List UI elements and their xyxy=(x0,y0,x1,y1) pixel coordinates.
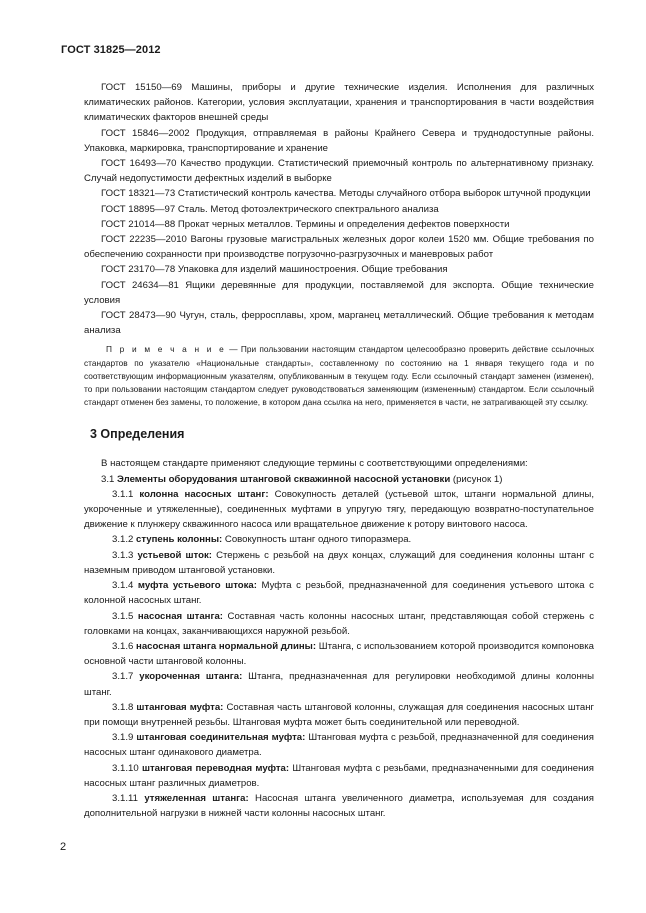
definition-term: укороченная штанга: xyxy=(139,671,243,683)
reference-item: ГОСТ 18895—97 Сталь. Метод фотоэлектрического спектрального анализа xyxy=(101,203,439,215)
definition-term: штанговая муфта: xyxy=(136,701,224,713)
definition-item xyxy=(84,669,594,699)
definition-term: устьевой шток: xyxy=(137,549,212,561)
definition-term: насосная штанга: xyxy=(137,610,223,622)
reference-item: ГОСТ 24634—81 Ящики деревянные для продукции, поставляемой для экспорта. Общие технические условия xyxy=(84,279,594,306)
definition-text: Штанговая муфта с резьбой, предназначенной для соединения насосных штанг одинакового диаметра. xyxy=(84,732,594,759)
definition-text: Составная часть штанговой колонны, служащая для соединения насосных штанг при помощи внутренней резьбы. Штанговая муфта может быть соединительной или переводной. xyxy=(84,701,594,728)
reference-item: ГОСТ 22235—2010 Вагоны грузовые магистральных железных дорог колеи 1520 мм. Общие требования по обеспечению сохранности при производстве погрузочно-разгрузочных и маневровых работ xyxy=(84,234,594,261)
definition-item xyxy=(84,730,594,760)
heading-term: Элементы оборудования штанговой скважинной насосной установки xyxy=(117,473,451,485)
reference-item: ГОСТ 15150—69 Машины, приборы и другие технические изделия. Исполнения для различных климатических районов. Категории, условия эксплуатации, хранения и транспортирования в части воздействия климатических факторов внешней среды xyxy=(84,82,594,124)
definition-number: 3.1.9 xyxy=(112,732,137,744)
definition-item xyxy=(84,791,594,821)
definition-item xyxy=(84,609,594,639)
definition-number: 3.1.8 xyxy=(112,701,137,713)
definition-term: ступень колонны: xyxy=(136,534,223,546)
definition-number: 3.1.5 xyxy=(112,610,138,622)
definition-term: насосная штанга нормальной длины: xyxy=(136,640,317,652)
definition-item xyxy=(84,700,594,730)
note-label: П р и м е ч а н и е xyxy=(106,344,226,355)
reference-item: ГОСТ 21014—88 Прокат черных металлов. Термины и определения дефектов поверхности xyxy=(101,218,510,230)
note-text: — При пользовании настоящим стандартом целесообразно проверить действие ссылочных стандартов по указателю «Национальные стандарты», составленному по состоянию на 1 января текущего года и по соответствующим информационным указателям, опубликованным в текущем году. Если ссылочный стандарт заменен (изменен), то при пользовании настоящим стандартом следует руководствоваться заменяющим (измененным) стандартом. Если ссылочный стандарт отменен без замены, то положение, в котором дана ссылка на него, применяется в части, не затрагивающей эту ссылку. xyxy=(84,344,594,408)
definition-text: Насосная штанга увеличенного диаметра, используемая для создания дополнительной нагрузки в нижней части колонны насосных штанг. xyxy=(84,792,594,820)
reference-item: ГОСТ 23170—78 Упаковка для изделий машиностроения. Общие требования xyxy=(101,264,448,276)
note-block xyxy=(84,343,594,409)
reference-item: ГОСТ 15846—2002 Продукция, отправляемая в районы Крайнего Севера и труднодоступные районы. Упаковка, маркировка, транспортирование и хранение xyxy=(84,127,594,154)
definition-term: утяжеленная штанга: xyxy=(144,792,249,804)
normative-references xyxy=(84,80,594,338)
definition-text: Стержень с резьбой на двух концах, служащий для соединения колонны штанг с наземным приводом штанговой установки. xyxy=(84,549,594,576)
reference-item: ГОСТ 18321—73 Статистический контроль качества. Методы случайного отбора выборок штучной продукции xyxy=(101,188,591,200)
definition-term: муфта устьевого штока: xyxy=(137,580,257,592)
heading-tail: (рисунок 1) xyxy=(450,473,503,485)
definition-item xyxy=(84,532,594,547)
definition-number: 3.1.6 xyxy=(112,640,137,652)
definitions-list xyxy=(84,487,594,821)
definition-heading xyxy=(84,472,594,487)
definition-number: 3.1.2 xyxy=(112,534,137,546)
definition-number: 3.1.11 xyxy=(112,792,145,804)
definition-number: 3.1.3 xyxy=(112,549,138,561)
definition-item xyxy=(84,487,594,533)
page-content xyxy=(84,80,594,821)
definition-number: 3.1.10 xyxy=(112,762,142,774)
page-header: ГОСТ 31825—2012 xyxy=(61,44,161,56)
definition-number: 3.1.7 xyxy=(112,671,140,683)
definition-text: Муфта с резьбой, предназначенной для соединения устьевого штока с колонной насосных штанг. xyxy=(84,580,594,607)
definition-number: 3.1.4 xyxy=(112,580,138,592)
page-number: 2 xyxy=(60,841,67,853)
definition-item xyxy=(84,761,594,791)
reference-item: ГОСТ 28473—90 Чугун, сталь, ферросплавы, хром, марганец металлический. Общие требования к методам анализа xyxy=(84,310,594,337)
definition-item xyxy=(84,548,594,578)
definition-text: Составная часть колонны насосных штанг, представляющая собой стержень с головками на концах, заканчивающихся наружной резьбой. xyxy=(84,610,594,637)
reference-item: ГОСТ 16493—70 Качество продукции. Статистический приемочный контроль по альтернативному признаку. Случай недопустимости дефектных изделий в выборке xyxy=(84,158,594,185)
definition-text: Штанга, предназначенная для регулировки необходимой длины колонны штанг. xyxy=(84,671,594,698)
definition-item xyxy=(84,578,594,608)
definition-text: Штанга, с использованием которой производится компоновка основной части штанговой колонны. xyxy=(84,640,594,668)
section-intro: В настоящем стандарте применяют следующие термины с соответствующими определениями: xyxy=(101,458,528,470)
definition-term: штанговая переводная муфта: xyxy=(141,762,290,774)
definition-text: Совокупность деталей (устьевой шток, штанги нормальной длины, укороченные и утяжеленные), соединенных муфтами в упругую тягу, передающую возвратно-поступательное движение к плунжеру скважинного насоса или вращательное движение к ротору винтового насоса. xyxy=(84,488,594,531)
definition-term: колонна насосных штанг: xyxy=(139,488,269,500)
definition-number: 3.1.1 xyxy=(112,488,140,500)
definition-item xyxy=(84,639,594,669)
definition-text: Штанговая муфта с резьбами, предназначенными для соединения насосных штанг различных диаметров. xyxy=(84,762,594,789)
heading-number: 3.1 xyxy=(101,473,118,485)
section-title: 3 Определения xyxy=(90,427,185,442)
definition-text: Совокупность штанг одного типоразмера. xyxy=(222,534,412,546)
definition-term: штанговая соединительная муфта: xyxy=(136,732,306,744)
